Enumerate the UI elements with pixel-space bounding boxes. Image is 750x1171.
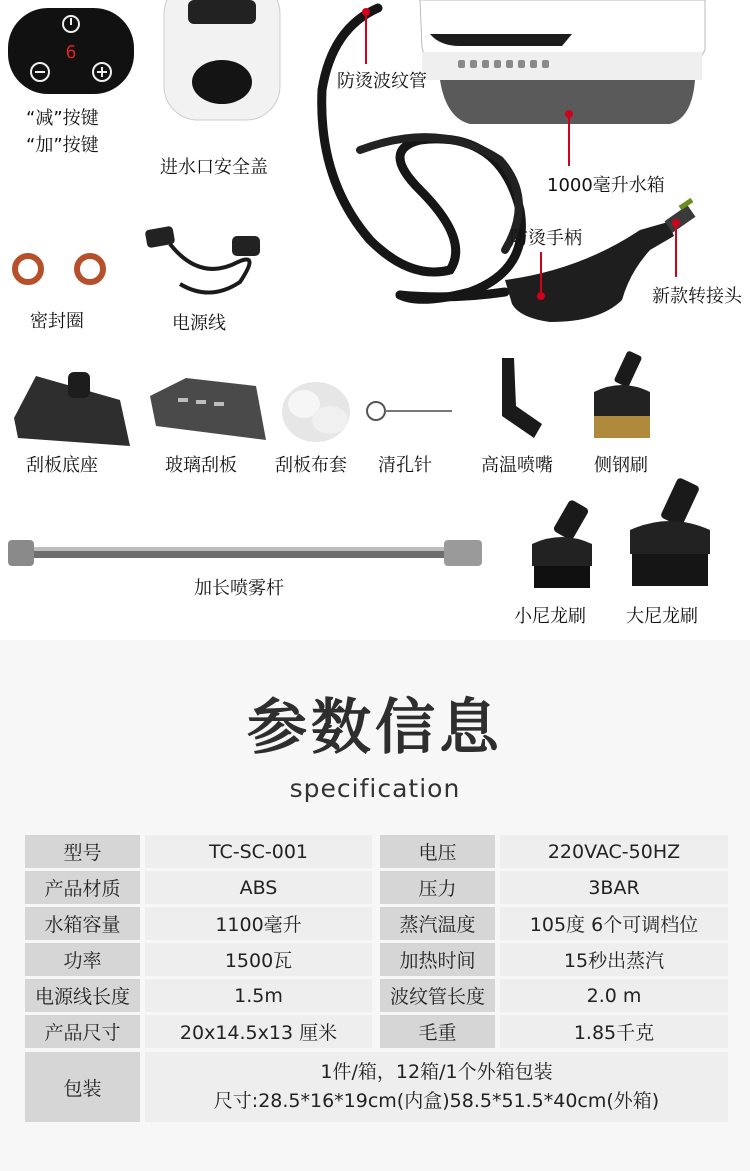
spec-subtitle: specification [289, 774, 461, 803]
spec-value-cell: 1100毫升 [145, 907, 372, 940]
spec-key-cell: 功率 [25, 943, 140, 976]
large-nylon-brush-image [626, 478, 714, 590]
pin-label: 清孔针 [378, 455, 432, 476]
spec-value-cell: 2.0 m [500, 979, 728, 1012]
display-digit: 6 [65, 42, 77, 63]
spec-value-cell: 3BAR [500, 871, 728, 904]
small-nylon-brush-label: 小尼龙刷 [514, 606, 586, 627]
spec-key-cell: 压力 [380, 871, 495, 904]
spec-value-cell: 1.5m [145, 979, 372, 1012]
spec-key-cell: 蒸汽温度 [380, 907, 495, 940]
large-nylon-brush-label: 大尼龙刷 [626, 606, 698, 627]
spec-value-cell: 220VAC-50HZ [500, 835, 728, 868]
packaging-line-2: 尺寸:28.5*16*19cm(内盒)58.5*51.5*40cm(外箱) [213, 1090, 660, 1112]
nozzle-label: 高温喷嘴 [481, 455, 553, 476]
spec-value-cell: 15秒出蒸汽 [500, 943, 728, 976]
power-cord-label: 电源线 [172, 313, 226, 334]
spec-key-cell: 波纹管长度 [380, 979, 495, 1012]
power-cord-image [140, 222, 270, 302]
tank-label: 1000毫升水箱 [547, 175, 665, 196]
spec-key-cell: 型号 [25, 835, 140, 868]
inlet-cover-label: 进水口安全盖 [160, 157, 268, 178]
pin-image [364, 398, 456, 424]
spec-value-cell: ABS [145, 871, 372, 904]
control-panel-image [8, 8, 136, 96]
spec-key-cell: 毛重 [380, 1015, 495, 1048]
nozzle-image [484, 354, 548, 444]
minus-button-label: “减”按键 [26, 108, 99, 129]
spec-value-cell: 1.85千克 [500, 1015, 728, 1048]
spec-key-cell: 加热时间 [380, 943, 495, 976]
packaging-key: 包装 [25, 1052, 140, 1122]
adapter-label: 新款转接头 [652, 286, 742, 307]
glass-scraper-label: 玻璃刮板 [165, 455, 237, 476]
scraper-base-image [8, 370, 132, 450]
spec-value-cell: TC-SC-001 [145, 835, 372, 868]
seal-ring-image [10, 252, 110, 288]
spec-key-cell: 产品材质 [25, 871, 140, 904]
glass-scraper-image [146, 374, 270, 446]
packaging-line-1: 1件/箱，12箱/1个外箱包装 [320, 1061, 553, 1083]
seal-ring-label: 密封圈 [30, 311, 84, 332]
spec-value-cell: 105度 6个可调档位 [500, 907, 728, 940]
spec-title: 参数信息 [247, 693, 503, 763]
inlet-cover-image [162, 0, 282, 125]
packaging-value [145, 1052, 728, 1122]
steel-brush-label: 侧钢刷 [594, 455, 648, 476]
spec-key-cell: 产品尺寸 [25, 1015, 140, 1048]
spec-value-cell: 20x14.5x13 厘米 [145, 1015, 372, 1048]
spec-key-cell: 电源线长度 [25, 979, 140, 1012]
scraper-cloth-image [278, 374, 358, 446]
spec-key-cell: 水箱容量 [25, 907, 140, 940]
plus-button-label: “加”按键 [26, 135, 99, 156]
steel-brush-image [586, 350, 658, 446]
extension-rod-image [0, 534, 490, 572]
spec-value-cell: 1500瓦 [145, 943, 372, 976]
small-nylon-brush-image [526, 500, 600, 592]
spec-key-cell: 电压 [380, 835, 495, 868]
handle-label: 防烫手柄 [510, 228, 582, 249]
extension-rod-label: 加长喷雾杆 [194, 578, 284, 599]
hose-label: 防烫波纹管 [337, 71, 427, 92]
scraper-cloth-label: 刮板布套 [275, 455, 347, 476]
scraper-base-label: 刮板底座 [26, 455, 98, 476]
